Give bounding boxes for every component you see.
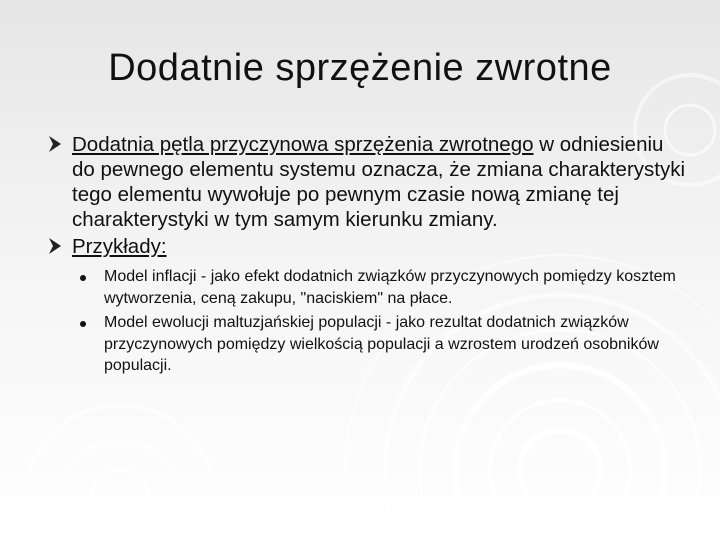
definition-text: w odniesieniu do pewnego elementu systemu oznacza, że zmiana charakterystyki tego elementu wywołuje po pewnym czasie nową zmianę tej charakterystyki w tym samym kierunku zmiany. [72, 133, 686, 231]
bullet-list [48, 132, 688, 380]
list-item [80, 312, 688, 377]
example-text: Model ewolucji maltuzjańskiej populacji - jako rezultat dodatnich związków przyczynowych pomiędzy wielkością populacji a wzrostem urodzeń osobników populacji. [104, 314, 659, 374]
slide-title: Dodatnie sprzężenie zwrotne [108, 47, 612, 89]
bullet-item-definition [48, 132, 688, 232]
examples-list [80, 266, 688, 377]
example-text: Model inflacji - jako efekt dodatnich związków przyczynowych pomiędzy kosztem wytworzenia, ceną zakupu, "naciskiem" na płace. [104, 268, 676, 307]
dot-bullet-icon [80, 321, 86, 327]
definition-term: Dodatnia pętla przyczynowa sprzężenia zwrotnego [72, 133, 534, 156]
arrow-bullet-icon [48, 237, 62, 255]
examples-heading: Przykłady: [72, 235, 167, 258]
list-item [80, 266, 688, 309]
bullet-item-examples [48, 234, 688, 377]
arrow-bullet-icon [48, 135, 62, 153]
dot-bullet-icon [80, 275, 86, 281]
